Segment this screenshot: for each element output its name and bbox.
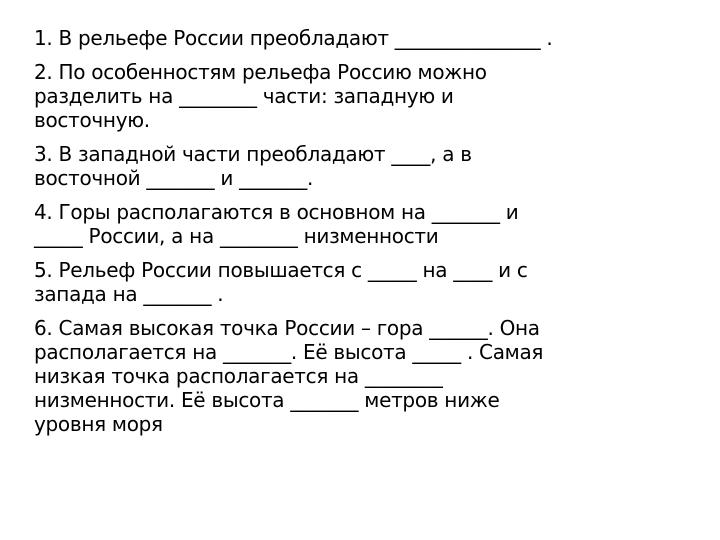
- question-6: 6. Самая высокая точка России – гора ______. Она располагается на _______. Её высота _____ . Самая низкая точка располагается на ________ низменности. Её высота _______ метров ниже уровня моря: [34, 316, 544, 436]
- question-5: 5. Рельеф России повышается с _____ на ____ и с запада на _______ .: [34, 258, 528, 306]
- question-1: 1. В рельефе России преобладают _______________ .: [34, 26, 553, 50]
- question-list: [34, 26, 694, 446]
- question-3: 3. В западной части преобладают ____, а в восточной _______ и _______.: [34, 142, 472, 190]
- question-2: 2. По особенностям рельефа Россию можно разделить на ________ части: западную и восточную.: [34, 60, 487, 132]
- question-4: 4. Горы располагаются в основном на _______ и _____ России, а на ________ низменности: [34, 200, 519, 248]
